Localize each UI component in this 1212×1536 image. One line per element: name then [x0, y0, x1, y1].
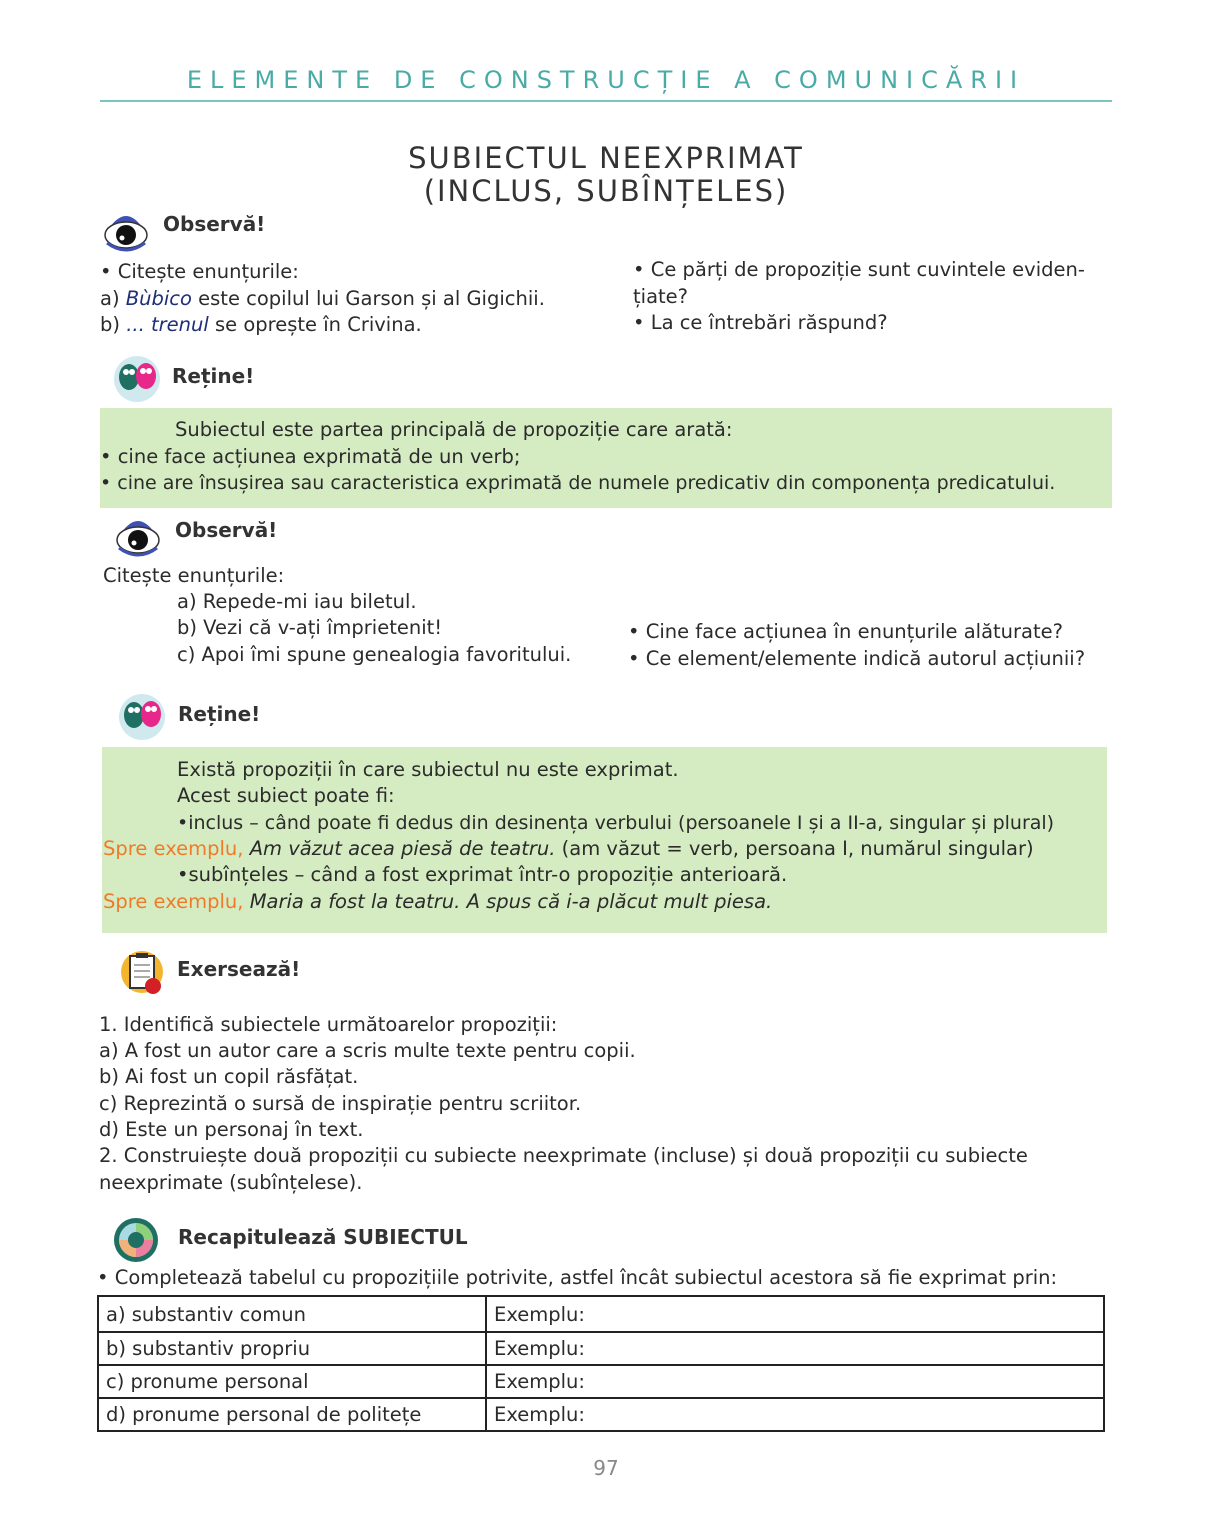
eye-icon: [101, 205, 151, 255]
question: • Cine face acțiunea în enunțurile alăturate?: [628, 620, 1063, 643]
recap-table: [97, 1295, 1105, 1432]
sentence: b) Vezi că v-ați împrietenit!: [177, 616, 443, 639]
example-cell[interactable]: Exemplu:: [486, 1398, 1104, 1431]
example-line: Spre exemplu, Maria a fost la teatru. A spus că i-a plăcut mult piesa.: [103, 890, 773, 913]
question: • Ce element/elemente indică autorul acțiunii?: [628, 647, 1086, 670]
rule-text: Acest subiect poate fi:: [177, 784, 395, 807]
retine-label: Reține!: [178, 702, 261, 726]
retine-label: Reține!: [172, 364, 255, 388]
subject-type: b) substantiv propriu: [98, 1332, 486, 1365]
exercise-line: a) A fost un autor care a scris multe texte pentru copii.: [99, 1039, 636, 1062]
eye-icon: [113, 510, 163, 560]
observa-label: Observă!: [163, 212, 266, 236]
example-cell[interactable]: Exemplu:: [486, 1365, 1104, 1398]
page-title: SUBIECTUL NEEXPRIMAT: [408, 141, 804, 175]
owls-icon: [113, 355, 161, 403]
recap-instruction: • Completează tabelul cu propozițiile potrivite, astfel încât subiectul acestora să fie exprimat prin:: [97, 1266, 1058, 1289]
table-row: [98, 1365, 1104, 1398]
exercise-line: c) Reprezintă o sursă de inspirație pentru scriitor.: [99, 1092, 582, 1115]
question: • Ce părți de propoziție sunt cuvintele eviden-: [633, 258, 1085, 281]
exercise-line: d) Este un personaj în text.: [99, 1118, 364, 1141]
example-cell[interactable]: Exemplu:: [486, 1332, 1104, 1365]
sentence: c) Apoi îmi spune genealogia favoritului.: [177, 643, 572, 666]
cycle-icon: [113, 1217, 159, 1263]
exerseaza-label: Exersează!: [177, 957, 301, 981]
question: • La ce întrebări răspund?: [633, 311, 888, 334]
observa-intro: Citește enunțurile:: [103, 564, 285, 587]
subject-type: a) substantiv comun: [98, 1296, 486, 1332]
table-row: [98, 1332, 1104, 1365]
subject-type: c) pronume personal: [98, 1365, 486, 1398]
example-cell[interactable]: Exemplu:: [486, 1296, 1104, 1332]
owls-icon: [118, 693, 166, 741]
exercise-line: b) Ai fost un copil răsfățat.: [99, 1065, 359, 1088]
table-row: [98, 1296, 1104, 1332]
header-divider: [100, 100, 1112, 102]
chapter-header: ELEMENTE DE CONSTRUCȚIE A COMUNICĂRII: [186, 66, 1026, 94]
rule-text: •inclus – când poate fi dedus din desinența verbului (persoanele I și a II-a, singular și plural): [177, 812, 1055, 834]
rule-text: • cine are însușirea sau caracteristica exprimată de numele predicativ din componența predicatului.: [100, 472, 1056, 494]
sentence-a: a) Bùbico este copilul lui Garson și al Gigichii.: [100, 287, 545, 310]
rule-text: • cine face acțiunea exprimată de un verb;: [100, 445, 521, 468]
clipboard-icon: [120, 948, 166, 996]
rule-text: Subiectul este partea principală de propoziție care arată:: [175, 418, 733, 441]
exercise-line: neexprimate (subînțelese).: [99, 1171, 363, 1194]
recap-label: Recapitulează SUBIECTUL: [178, 1225, 468, 1249]
exercise-line: 2. Construiește două propoziții cu subiecte neexprimate (incluse) și două propoziții cu subiecte: [99, 1144, 1028, 1167]
exercise-line: 1. Identifică subiectele următoarelor propoziții:: [99, 1013, 558, 1036]
rule-text: Există propoziții în care subiectul nu este exprimat.: [177, 758, 679, 781]
subject-type: d) pronume personal de politețe: [98, 1398, 486, 1431]
observa-label: Observă!: [175, 518, 278, 542]
sentence: a) Repede-mi iau biletul.: [177, 590, 417, 613]
example-line: Spre exemplu, Am văzut acea piesă de teatru. (am văzut = verb, persoana I, numărul singular): [103, 837, 1034, 860]
table-row: [98, 1398, 1104, 1431]
sentence-b: b) ... trenul se oprește în Crivina.: [100, 313, 422, 336]
page-number: 97: [593, 1456, 619, 1480]
rule-text: •subînțeles – când a fost exprimat într-o propoziție anterioară.: [177, 863, 788, 886]
question: țiate?: [633, 285, 689, 308]
observa-intro: • Citește enunțurile:: [100, 260, 299, 283]
page-subtitle: (INCLUS, SUBÎNȚELES): [423, 174, 789, 208]
